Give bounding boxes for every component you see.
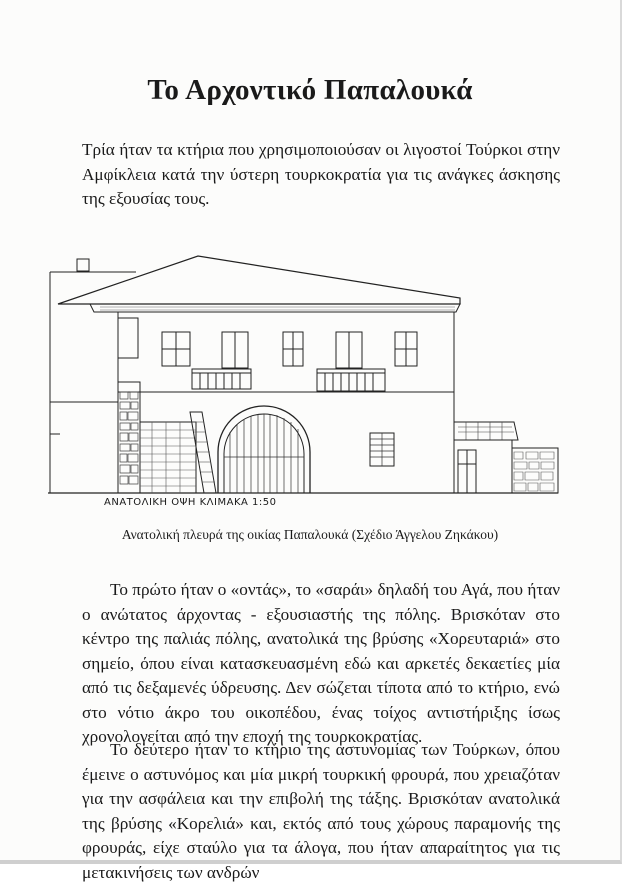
body-paragraph-2: Το δεύτερο ήταν το κτήριο της αστυνομίας των Τούρκων, όπου έμεινε ο αστυνόμος και μία μικρή τουρκική φρουρά, που χρειαζόταν για την ασφάλεια και την επιβολή της τάξης. Βρισκόταν ανατολικά της βρύσης «Κορελιά» και, εκτός από τους χώρους παραμονής της φρουράς, είχε σταύλο για τα άλογα, που ήταν απαραίτητος για τις μετακινήσεις των ανδρών [82,740,560,882]
figure-caption: Ανατολική πλευρά της οικίας Παπαλουκά (Σχέδιο Άγγελου Ζηκάκου) [121,527,499,542]
drawing-scale-label: ΑΝΑΤΟΛΙΚΗ ΟΨΗ ΚΛΙΜΑΚΑ 1:50 [104,497,277,508]
house-elevation-drawing [40,252,560,497]
body-paragraph-1: Το πρώτο ήταν ο «οντάς», το «σαράι» δηλαδή του Αγά, που ήταν ο ανώτατος άρχοντας - εξουσιαστής της πόλης. Βρισκόταν στο κέντρο της παλιάς πόλης, ανατολικά της βρύσης «Χορευταριά» στο σημείο, όπου είναι κατασκευασμένη εδώ και αρκετές δεκαετίες μία από τις δεξαμενές ύδρευσης. Δεν σώζεται τίποτα από το κτήριο, ενώ στο νότιο άκρο του οικοπέδου, ένας τοίχος αντιστήριξης ίσως χρονολογείται από την εποχή της τουρκοκρατίας. [82,580,560,746]
intro-paragraph: Τρία ήταν τα κτήρια που χρησιμοποιούσαν οι λιγοστοί Τούρκοι στην Αμφίκλεια κατά την ύστερη τουρκοκρατία για τις ανάγκες άσκησης της εξουσίας τους. [82,140,560,208]
page-title: Το Αρχοντικό Παπαλουκά [147,74,473,106]
